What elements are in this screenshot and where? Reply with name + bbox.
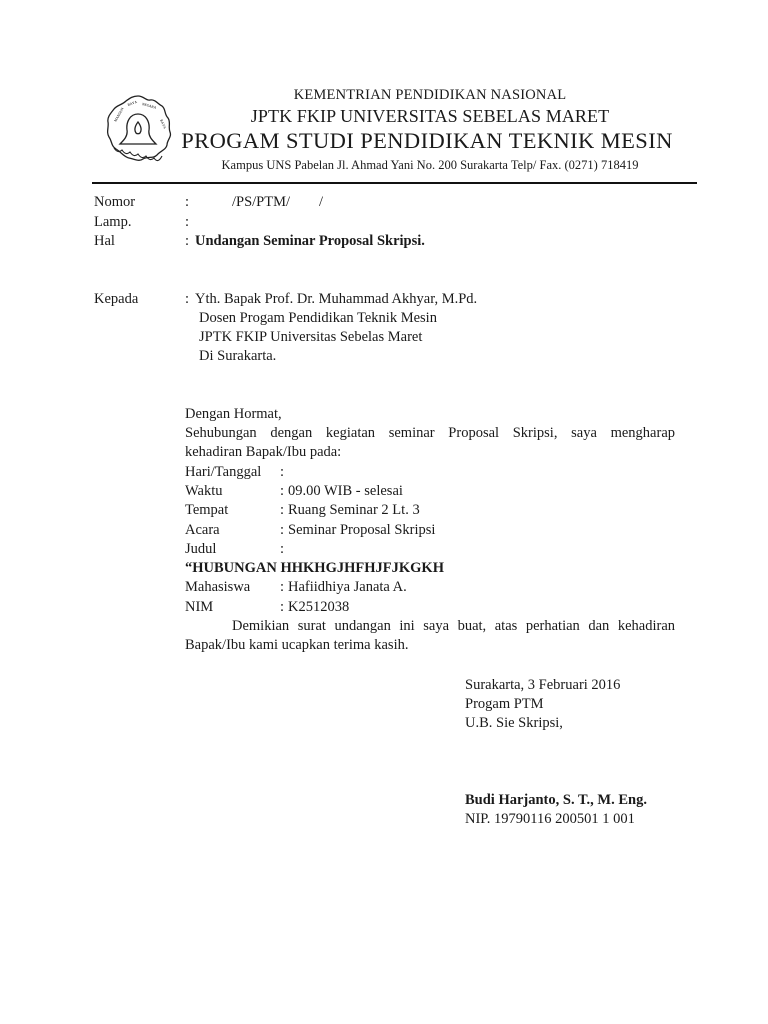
field-label-nomor: Nomor — [94, 194, 136, 210]
thesis-title: “HUBUNGAN HHKHGJHFHJFJKGKH — [185, 560, 444, 576]
field-value-nomor: /PS/PTM/ / — [232, 194, 324, 210]
detail-label: Acara — [185, 522, 220, 538]
intro-paragraph-line: kehadiran Bapak/Ibu pada: — [185, 444, 342, 460]
detail-value: Seminar Proposal Skripsi — [288, 522, 436, 538]
recipient-label: Kepada — [94, 291, 139, 307]
separator: : — [280, 579, 285, 595]
separator: : — [185, 214, 190, 230]
field-label-lamp: Lamp. — [94, 214, 132, 230]
separator: : — [280, 502, 285, 518]
greeting: Dengan Hormat, — [185, 406, 282, 422]
recipient-line: Yth. Bapak Prof. Dr. Muhammad Akhyar, M.Pd. — [195, 291, 478, 307]
separator: : — [185, 194, 190, 210]
closing-paragraph-line: Bapak/Ibu kami ucapkan terima kasih. — [185, 637, 409, 653]
signatory-name: Budi Harjanto, S. T., M. Eng. — [465, 792, 647, 808]
separator: : — [280, 483, 285, 499]
field-label-hal: Hal — [94, 233, 115, 249]
separator: : — [185, 291, 190, 307]
closing-paragraph-line: Demikian surat undangan ini saya buat, atas perhatian dan kehadiran — [232, 618, 675, 634]
university-seal-icon — [100, 92, 176, 168]
student-name: Hafiidhiya Janata A. — [288, 579, 407, 595]
svg-text:ʙᴀᴠᴀ: ʙᴀᴠᴀ — [126, 99, 138, 108]
recipient-line: Dosen Progam Pendidikan Teknik Mesin — [199, 310, 437, 326]
subject: Undangan Seminar Proposal Skripsi. — [195, 233, 425, 249]
detail-value: 09.00 WIB - selesai — [288, 483, 403, 499]
separator: : — [280, 464, 285, 480]
separator: : — [280, 522, 285, 538]
detail-label: Waktu — [185, 483, 223, 499]
separator: : — [280, 599, 285, 615]
separator: : — [185, 233, 190, 249]
detail-label: Hari/Tanggal — [185, 464, 262, 480]
signatory-role: U.B. Sie Skripsi, — [465, 715, 563, 731]
ministry-name: KEMENTRIAN PENDIDIKAN NASIONAL — [293, 87, 567, 103]
student-label: NIM — [185, 599, 214, 615]
separator: : — [280, 541, 285, 557]
program-name: PROGAM STUDI PENDIDIKAN TEKNIK MESIN — [181, 128, 673, 153]
detail-label: Judul — [185, 541, 217, 557]
signatory-nip: NIP. 19790116 200501 1 001 — [465, 811, 635, 827]
place-date: Surakarta, 3 Februari 2016 — [465, 677, 621, 693]
recipient-line: JPTK FKIP Universitas Sebelas Maret — [199, 329, 423, 345]
svg-text:ɴᴇɢᴀʀᴀ: ɴᴇɢᴀʀᴀ — [141, 102, 157, 111]
recipient-line: Di Surakarta. — [199, 348, 277, 364]
letterhead-divider — [92, 182, 697, 184]
signatory-unit: Progam PTM — [465, 696, 544, 712]
svg-text:ᴍᴀɴɢᴜɴ: ᴍᴀɴɢᴜɴ — [113, 106, 126, 123]
detail-value: Ruang Seminar 2 Lt. 3 — [288, 502, 420, 518]
student-nim: K2512038 — [288, 599, 350, 615]
svg-text:ʀᴀʏᴀ: ʀᴀʏᴀ — [158, 118, 167, 130]
detail-label: Tempat — [185, 502, 229, 518]
intro-paragraph-line: Sehubungan dengan kegiatan seminar Proposal Skripsi, saya mengharap — [185, 425, 675, 441]
student-label: Mahasiswa — [185, 579, 251, 595]
campus-address: Kampus UNS Pabelan Jl. Ahmad Yani No. 200 Surakarta Telp/ Fax. (0271) 718419 — [221, 158, 639, 172]
department-name: JPTK FKIP UNIVERSITAS SEBELAS MARET — [250, 106, 610, 126]
